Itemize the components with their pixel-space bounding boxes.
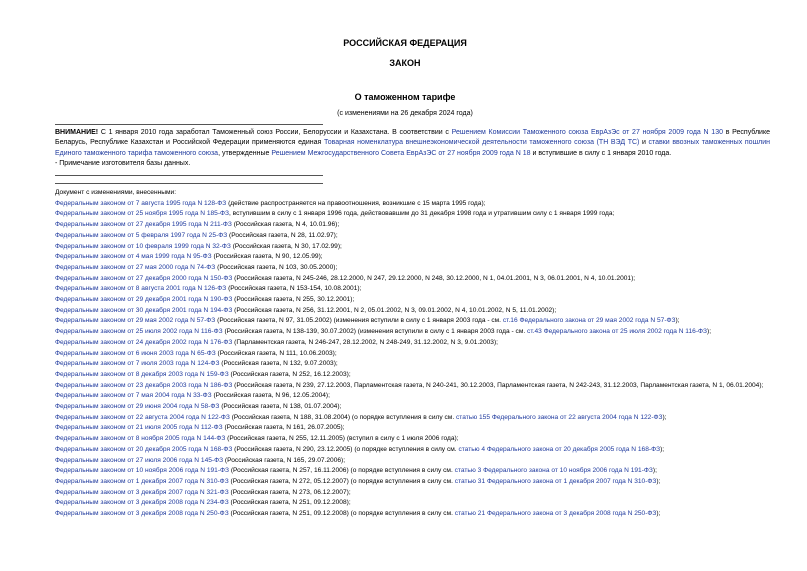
- attention-text: и вступившие в силу с 1 января 2010 года.: [530, 149, 672, 157]
- amendment-text: (Российская газета, N 165, 29.07.2006);: [223, 456, 346, 464]
- amendment-text: (Российская газета, N 132, 9.07.2003);: [219, 360, 338, 368]
- list-item: [40, 263, 770, 274]
- amendment-text: );: [660, 445, 665, 453]
- list-item: [40, 456, 770, 467]
- amendment-link[interactable]: Федеральным законом от 20 декабря 2005 года N 168-ФЗ: [55, 445, 233, 453]
- amendment-ref-link[interactable]: статью 4 Федерального закона от 20 декабря 2005 года N 168-ФЗ: [458, 445, 661, 453]
- amendment-link[interactable]: Федеральным законом от 7 мая 2004 года N 33-ФЗ: [55, 392, 212, 400]
- list-item: [40, 434, 770, 445]
- list-item: [40, 402, 770, 413]
- amendment-ref-link[interactable]: статью 3 Федерального закона от 10 ноября 2006 года N 191-ФЗ: [454, 467, 653, 475]
- amendment-link[interactable]: Федеральным законом от 29 декабря 2001 года N 190-ФЗ: [55, 296, 233, 304]
- list-item: [40, 498, 770, 509]
- amendment-text: (Парламентская газета, N 246-247, 28.12.2002, N 248-249, 31.12.2002, N 3, 9.01.2003);: [232, 338, 498, 346]
- amendment-ref-link[interactable]: статью 31 Федерального закона от 1 декабря 2007 года N 310-ФЗ: [454, 477, 657, 485]
- list-item: [40, 423, 770, 434]
- amendment-text: );: [652, 467, 657, 475]
- amendment-text: (Российская газета, N 4, 10.01.96);: [231, 221, 340, 229]
- attention-text: и: [639, 139, 649, 147]
- list-item: [40, 349, 770, 360]
- amendment-text: (Российская газета, N 257, 16.11.2006) (о порядке вступления в силу см.: [229, 467, 455, 475]
- link-tn-ved[interactable]: Товарная номенклатура внешнеэкономической деятельности таможенного союза (ТН ВЭД ТС): [323, 139, 640, 147]
- amendment-ref-link[interactable]: ст.16 Федерального закона от 29 мая 2002 года N 57-ФЗ: [502, 317, 676, 325]
- amendment-link[interactable]: Федеральным законом от 6 июня 2003 года N 65-ФЗ: [55, 349, 216, 357]
- amendments-list: [40, 188, 770, 520]
- amendment-link[interactable]: Федеральным законом от 3 декабря 2007 года N 321-ФЗ: [55, 488, 229, 496]
- amendment-text: (Российская газета, N 272, 05.12.2007) (о порядке вступления в силу см.: [228, 477, 455, 485]
- amendments-intro: Документ с изменениями, внесенными:: [55, 189, 177, 196]
- amendment-link[interactable]: Федеральным законом от 27 декабря 2000 года N 150-ФЗ: [55, 274, 233, 282]
- amendment-link[interactable]: Федеральным законом от 3 декабря 2008 года N 234-ФЗ: [55, 499, 229, 507]
- amendment-link[interactable]: Федеральным законом от 7 июля 2003 года N 124-ФЗ: [55, 360, 220, 368]
- document-subtitle: (с изменениями на 26 декабря 2024 года): [337, 110, 473, 117]
- list-item: [40, 359, 770, 370]
- divider: [55, 124, 323, 125]
- attention-notice: [55, 128, 770, 159]
- amendment-text: (Российская газета, N 96, 12.05.2004);: [211, 392, 330, 400]
- amendment-link[interactable]: Федеральным законом от 25 ноября 1995 года N 185-ФЗ: [55, 210, 230, 218]
- amendment-text: (Российская газета, N 161, 26.07.2005);: [222, 424, 345, 432]
- list-item: [40, 209, 770, 220]
- link-decision-130[interactable]: Решением Комиссии Таможенного союза ЕврАзЭс от 27 ноября 2009 года N 130: [451, 129, 723, 136]
- divider: [55, 175, 323, 176]
- attention-text: в Республике Беларусь, Республике Казахстан и Российской Федерации применяются единая: [55, 129, 770, 147]
- amendment-text: (Российская газета, N 138-139, 30.07.2002) (изменения вступили в силу с 1 января 2003 года - см.: [222, 328, 528, 336]
- amendment-text: (Российская газета, N 97, 31.05.2002) (изменения вступили в силу с 1 января 2003 года - см.: [215, 317, 503, 325]
- document-country: РОССИЙСКАЯ ФЕДЕРАЦИЯ: [343, 38, 467, 48]
- amendment-text: (Российская газета, N 188, 31.08.2004) (о порядке вступления в силу см.: [229, 413, 456, 421]
- list-item: [40, 338, 770, 349]
- amendment-ref-link[interactable]: ст.43 Федерального закона от 25 июля 2002 года N 116-ФЗ: [527, 328, 708, 336]
- amendment-text: (Российская газета, N 30, 17.02.99);: [230, 242, 342, 250]
- amendment-text: (Российская газета, N 138, 01.07.2004);: [219, 403, 342, 411]
- amendment-link[interactable]: Федеральным законом от 30 декабря 2001 года N 194-ФЗ: [55, 306, 233, 314]
- attention-label: ВНИМАНИЕ!: [55, 129, 99, 136]
- amendment-text: );: [675, 317, 680, 325]
- amendment-text: (действие распространяется на правоотношения, возникшие с 15 марта 1995 года);: [226, 199, 486, 207]
- db-maker-note: - Примечание изготовителя базы данных.: [55, 160, 191, 167]
- amendment-link[interactable]: Федеральным законом от 25 июля 2002 года N 116-ФЗ: [55, 328, 223, 336]
- amendment-text: (Российская газета, N 255, 30.12.2001);: [232, 296, 355, 304]
- link-unified-tariff[interactable]: Единого таможенного тарифа таможенного союза: [55, 149, 219, 157]
- amendment-link[interactable]: Федеральным законом от 8 августа 2001 года N 126-ФЗ: [55, 285, 227, 293]
- amendment-ref-link[interactable]: статью 21 Федерального закона от 3 декабря 2008 года N 250-ФЗ: [454, 510, 657, 518]
- amendment-text: (Российская газета, N 90, 12.05.99);: [211, 253, 323, 261]
- amendment-link[interactable]: Федеральным законом от 27 мая 2000 года N 74-ФЗ: [55, 263, 216, 271]
- amendment-link[interactable]: Федеральным законом от 3 декабря 2008 года N 250-ФЗ: [55, 510, 229, 518]
- amendment-text: (Российская газета, N 252, 16.12.2003);: [228, 370, 351, 378]
- list-item: [40, 413, 770, 424]
- amendment-link[interactable]: Федеральным законом от 29 мая 2002 года N 57-ФЗ: [55, 317, 216, 325]
- amendment-text: );: [656, 510, 661, 518]
- amendment-text: (Российская газета, N 111, 10.06.2003);: [215, 349, 337, 357]
- list-item: [40, 327, 770, 338]
- list-item: [40, 284, 770, 295]
- amendment-text: (Российская газета, N 245-246, 28.12.2000, N 247, 29.12.2000, N 248, 30.12.2000, N 1, 04.01.2001, N 3, 06.01.2001, N 4, 10.01.2001);: [232, 274, 636, 282]
- amendment-text: );: [656, 477, 661, 485]
- amendment-link[interactable]: Федеральным законом от 27 декабря 1995 года N 211-ФЗ: [55, 221, 232, 229]
- amendment-text: (Российская газета, N 28, 11.02.97);: [227, 231, 338, 239]
- list-item: [40, 466, 770, 477]
- amendment-text: );: [662, 413, 667, 421]
- amendment-link[interactable]: Федеральным законом от 8 декабря 2003 года N 159-ФЗ: [55, 370, 229, 378]
- amendment-link[interactable]: Федеральным законом от 4 мая 1999 года N 95-ФЗ: [55, 253, 212, 261]
- amendment-link[interactable]: Федеральным законом от 21 июля 2005 года N 112-ФЗ: [55, 424, 223, 432]
- document-type: ЗАКОН: [389, 58, 421, 68]
- amendment-link[interactable]: Федеральным законом от 7 августа 1995 года N 128-ФЗ: [55, 199, 227, 207]
- amendment-text: (Российская газета, N 251, 09.12.2008);: [228, 499, 351, 507]
- amendment-text: (Российская газета, N 239, 27.12.2003, Парламентская газета, N 240-241, 30.12.2003, Парламентская газета, N 242-243, 31.12.2003, Парламентская газета, N 1, 06.01.2004);: [232, 381, 764, 389]
- amendment-link[interactable]: Федеральным законом от 24 декабря 2002 года N 176-ФЗ: [55, 338, 233, 346]
- amendment-link[interactable]: Федеральным законом от 27 июля 2006 года N 145-ФЗ: [55, 456, 224, 464]
- link-decision-18[interactable]: Решением Межгосударственного Совета ЕврАзЭС от 27 ноября 2009 года N 18: [271, 149, 531, 157]
- amendment-text: (Российская газета, N 290, 23.12.2005) (о порядке вступления в силу см.: [232, 445, 459, 453]
- divider: [55, 183, 323, 184]
- amendment-link[interactable]: Федеральным законом от 22 августа 2004 года N 122-ФЗ: [55, 413, 230, 421]
- list-item: [40, 381, 770, 392]
- amendment-text: , вступившим в силу с 1 января 1996 года, действовавшим до 31 декабря 1998 года и утратившим силу с 1 января 1999 года;: [229, 210, 615, 218]
- amendment-text: (Российская газета, N 273, 06.12.2007);: [228, 488, 351, 496]
- list-item: [40, 391, 770, 402]
- amendment-text: (Российская газета, N 251, 09.12.2008) (о порядке вступления в силу см.: [228, 510, 455, 518]
- attention-text: , утвержденные: [218, 149, 272, 157]
- list-item: [40, 445, 770, 456]
- amendment-link[interactable]: Федеральным законом от 23 декабря 2003 года N 186-ФЗ: [55, 381, 233, 389]
- amendment-text: );: [707, 328, 712, 336]
- list-item: [40, 220, 770, 231]
- amendment-link[interactable]: Федеральным законом от 8 ноября 2005 года N 144-ФЗ: [55, 435, 226, 443]
- amendment-link[interactable]: Федеральным законом от 10 ноября 2006 года N 191-ФЗ: [55, 467, 230, 475]
- amendment-link[interactable]: Федеральным законом от 10 февраля 1999 года N 32-ФЗ: [55, 242, 231, 250]
- amendment-text: (Российская газета, N 256, 31.12.2001, N 2, 05.01.2002, N 3, 09.01.2002, N 4, 10.01.2002, N 5, 11.01.2002);: [232, 306, 557, 314]
- list-item: [40, 316, 770, 327]
- list-item: [40, 199, 770, 210]
- amendment-link[interactable]: Федеральным законом от 5 февраля 1997 года N 25-ФЗ: [55, 231, 228, 239]
- list-item: [40, 231, 770, 242]
- amendment-text: (Российская газета, N 153-154, 10.08.2001);: [226, 285, 362, 293]
- list-item: [40, 509, 770, 520]
- amendment-link[interactable]: Федеральным законом от 1 декабря 2007 года N 310-ФЗ: [55, 477, 229, 485]
- list-item: [40, 488, 770, 499]
- list-item: [40, 252, 770, 263]
- list-item: [40, 477, 770, 488]
- list-item: [40, 295, 770, 306]
- list-item: [40, 370, 770, 381]
- amendment-link[interactable]: Федеральным законом от 29 июня 2004 года N 58-ФЗ: [55, 403, 220, 411]
- document-title: О таможенном тарифе: [354, 92, 456, 102]
- link-import-duties[interactable]: ставки ввозных таможенных пошлин: [648, 139, 770, 147]
- amendment-text: (Российская газета, N 255, 12.11.2005) (вступил в силу с 1 июля 2006 года);: [225, 435, 459, 443]
- amendment-ref-link[interactable]: статью 155 Федерального закона от 22 августа 2004 года N 122-ФЗ: [456, 413, 663, 421]
- amendment-text: (Российская газета, N 103, 30.05.2000);: [215, 263, 338, 271]
- list-item: [40, 306, 770, 317]
- attention-text: С 1 января 2010 года заработал Таможенный союз России, Белоруссии и Казахстана. В соответствии с: [98, 129, 452, 136]
- amendments-items: [40, 199, 770, 520]
- list-item: [40, 242, 770, 253]
- list-item: [40, 274, 770, 285]
